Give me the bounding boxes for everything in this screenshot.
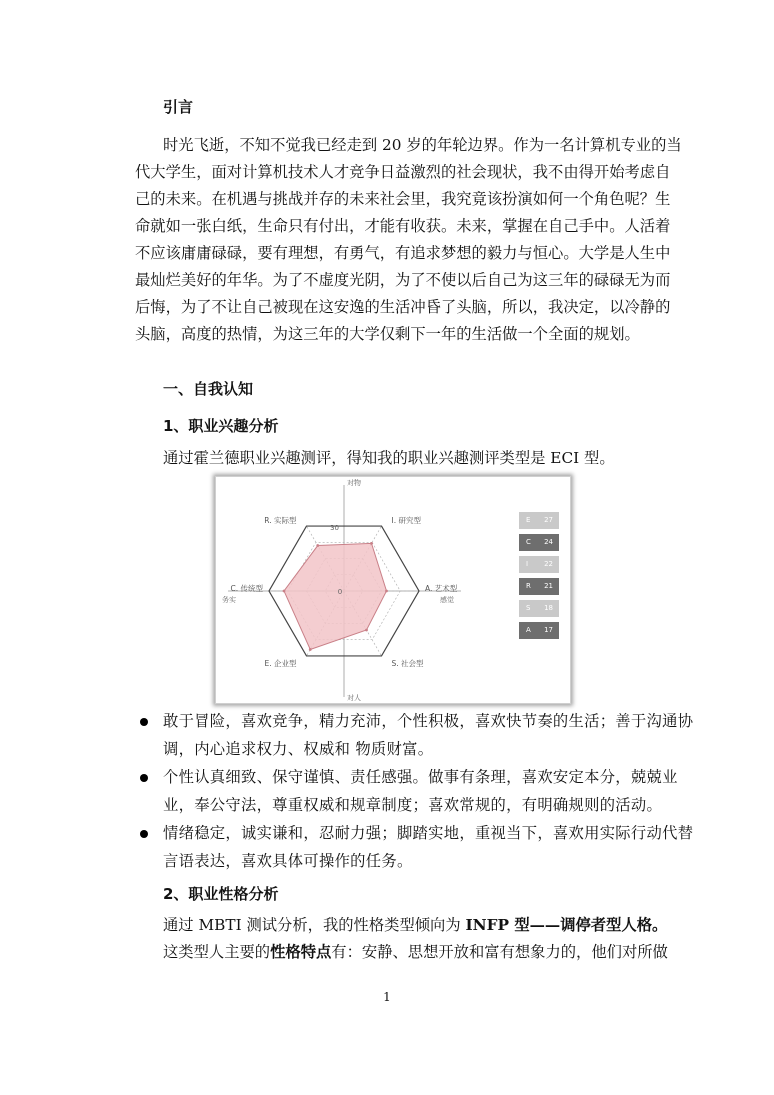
intro-line: 时光飞逝，不知不觉我已经走到 20 岁的年轮边界。作为一名计算机专业的当 [163, 136, 682, 154]
mbti-line [163, 913, 667, 935]
list-item [140, 820, 700, 875]
radar-data-point [283, 590, 286, 593]
radar-category-label: E. 企业型 [264, 658, 297, 668]
bullet-dot-icon [140, 774, 148, 782]
legend-code: E [526, 516, 531, 524]
legend-value: 27 [544, 516, 553, 524]
bullet-dot-icon [140, 830, 148, 838]
radar-data-point [385, 590, 388, 593]
intro-line: 不应该庸庸碌碌，要有理想，有勇气，有追求梦想的毅力与恒心。大学是人生中 [135, 244, 671, 262]
legend-item-a [519, 622, 559, 639]
legend-item-r [519, 578, 559, 595]
axis-word-top: 对物 [347, 479, 361, 487]
intro-heading: 引言 [163, 98, 194, 116]
radar-scale-label: 30 [330, 524, 339, 532]
intro-line: 命就如一张白纸，生命只有付出，才能有收获。未来，掌握在自己手中。人活着 [135, 217, 671, 235]
legend-item-e [519, 512, 559, 529]
intro-line: 头脑，高度的热情，为这三年的大学仅剩下一年的生活做一个全面的规划。 [135, 325, 640, 343]
radar-chart-svg [216, 477, 570, 703]
radar-category-label: C. 传统型 [230, 584, 263, 593]
intro-line: 最灿烂美好的年华。为了不虚度光阴，为了不使以后自己为这三年的碌碌无为而 [135, 271, 671, 289]
radar-data-point [370, 542, 373, 545]
radar-category-label: I. 研究型 [391, 516, 421, 526]
mbti-intro-text: 通过 MBTI 测试分析，我的性格类型倾向为 [163, 916, 466, 934]
bullet-dot-icon [140, 718, 148, 726]
legend-value: 22 [544, 560, 553, 568]
axis-word-right: 感觉 [440, 596, 454, 604]
legend-code: S [526, 604, 531, 612]
traits-prefix: 这类型人主要的 [163, 943, 271, 961]
radar-data-point [309, 648, 312, 651]
legend-item-i [519, 556, 559, 573]
legend-value: 21 [544, 582, 553, 590]
intro-line: 后悔，为了不让自己被现在这安逸的生活冲昏了头脑，所以，我决定，以冷静的 [135, 298, 671, 316]
mbti-type-text: INFP 型——调停者型人格。 [465, 916, 668, 934]
legend-code: A [526, 626, 531, 634]
axis-word-left: 务实 [222, 596, 236, 604]
legend-code: I [526, 560, 529, 568]
radar-category-label: S. 社会型 [391, 658, 424, 668]
personality-traits-line [163, 940, 668, 962]
career-interest-heading: 1、职业兴趣分析 [163, 417, 279, 435]
radar-data-point [365, 629, 368, 632]
list-item [140, 708, 700, 763]
bullet-text: 敢于冒险，喜欢竞争，精力充沛，个性积极，喜欢快节奏的生活；善于沟通协调，内心追求权力、权威和 物质财富。 [163, 712, 694, 758]
traits-suffix: 有：安静、思想开放和富有想象力的，他们对所做 [331, 943, 668, 961]
holland-radar-chart [215, 476, 571, 704]
section-self-awareness-heading: 一、自我认知 [163, 380, 254, 398]
bullet-text: 情绪稳定，诚实谦和，忍耐力强；脚踏实地，重视当下，喜欢用实际行动代替言语表达，喜欢具体可操作的任务。 [163, 824, 694, 870]
page-number: 1 [383, 990, 391, 1004]
axis-word-bottom: 对人 [347, 694, 361, 702]
radar-data-area [284, 543, 387, 649]
radar-category-label: A. 艺术型 [425, 584, 458, 593]
legend-code: R [526, 582, 531, 590]
radar-data-point [316, 544, 319, 547]
legend-value: 24 [544, 538, 553, 546]
list-item [140, 764, 700, 819]
radar-center-label: 0 [337, 588, 343, 596]
intro-line: 代大学生，面对计算机技术人才竞争日益激烈的社会现状，我不由得开始考虑自 [135, 163, 671, 181]
legend-value: 18 [544, 604, 553, 612]
personality-analysis-heading: 2、职业性格分析 [163, 885, 279, 903]
legend-value: 17 [544, 626, 553, 634]
traits-keyword: 性格特点 [270, 943, 332, 961]
legend-item-c [519, 534, 559, 551]
legend-code: C [526, 538, 531, 546]
career-interest-text: 通过霍兰德职业兴趣测评，得知我的职业兴趣测评类型是 ECI 型。 [163, 449, 615, 467]
interest-traits-list [140, 708, 700, 876]
radar-category-label: R. 实际型 [264, 516, 297, 526]
intro-line: 己的未来。在机遇与挑战并存的未来社会里，我究竟该扮演如何一个角色呢？生 [135, 190, 671, 208]
legend-item-s [519, 600, 559, 617]
bullet-text: 个性认真细致、保守谨慎、责任感强。做事有条理，喜欢安定本分，兢兢业业，奉公守法，尊重权威和规章制度；喜欢常规的，有明确规则的活动。 [163, 768, 678, 814]
